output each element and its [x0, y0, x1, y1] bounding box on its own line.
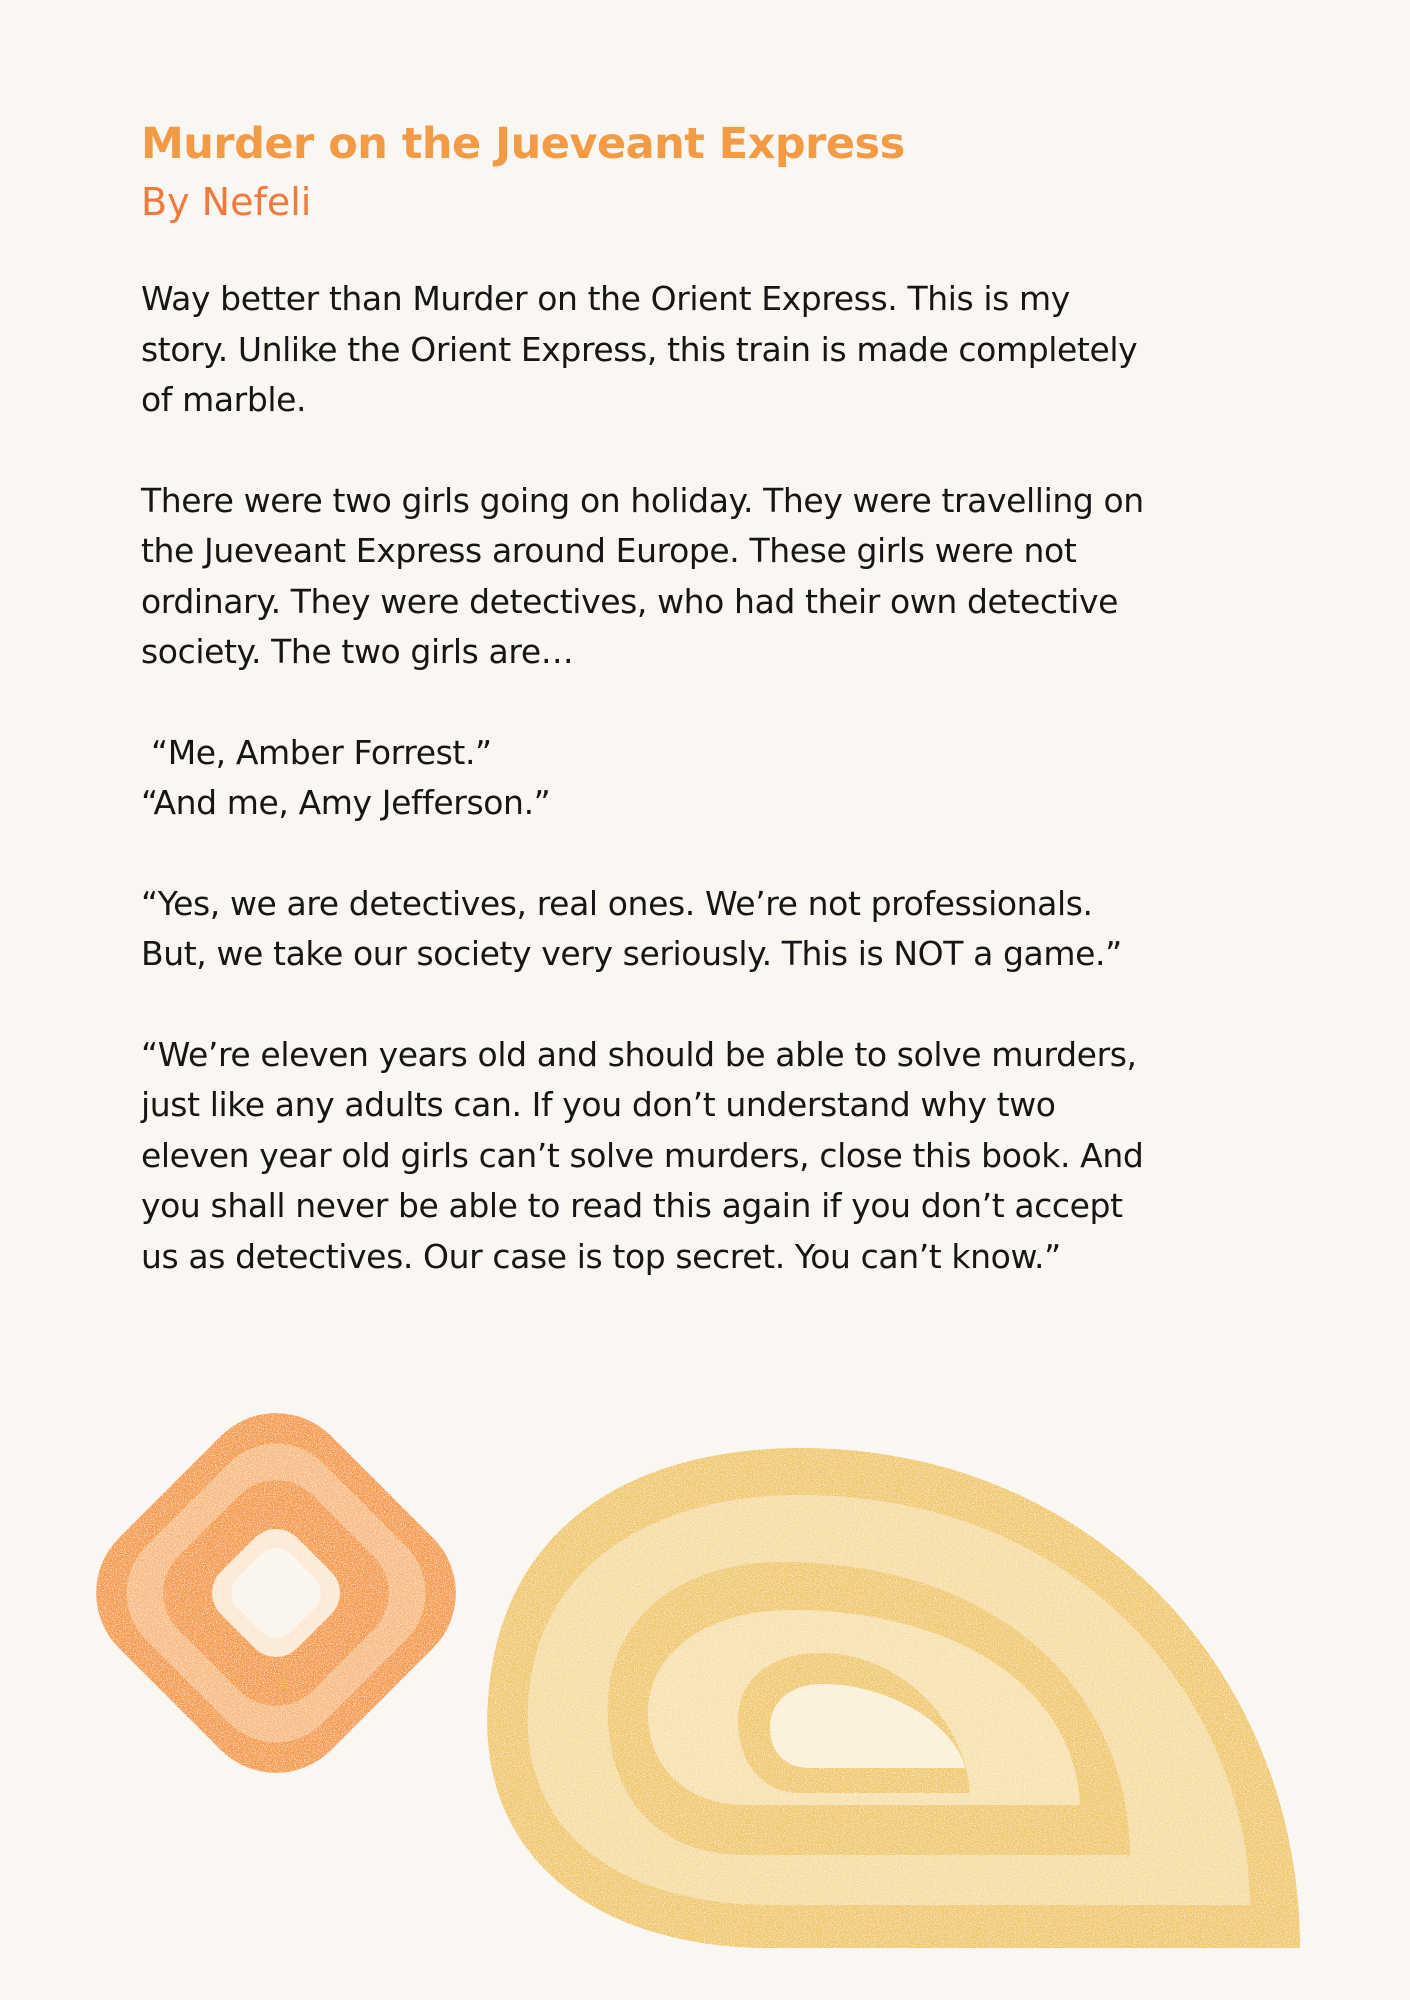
- story-paragraph: [141, 1030, 1301, 1283]
- dialogue-line: “And me, Amy Jefferson.”: [141, 783, 551, 822]
- text-line: “Yes, we are detectives, real ones. We’re not professionals.: [141, 883, 1093, 923]
- story-title: Murder on the Jueveant Express: [141, 119, 905, 169]
- story-paragraph: [141, 476, 1301, 678]
- text-line: just like any adults can. If you don’t understand why two: [141, 1085, 1056, 1124]
- text-line: story. Unlike the Orient Express, this train is made completely: [141, 329, 1138, 369]
- story-paragraph: [141, 879, 1301, 980]
- story-page: [141, 115, 1301, 1332]
- story-body: [141, 274, 1301, 1282]
- text-line: But, we take our society very seriously. This is NOT a game.”: [141, 934, 1122, 973]
- text-line: you shall never be able to read this again if you don’t accept: [141, 1186, 1123, 1225]
- text-line: There were two girls going on holiday. They were travelling on: [141, 480, 1144, 520]
- story-paragraph: [141, 274, 1301, 426]
- text-line: of marble.: [141, 380, 307, 419]
- text-line: society. The two girls are…: [141, 632, 574, 671]
- text-line: eleven year old girls can’t solve murders, close this book. And: [141, 1135, 1144, 1175]
- story-paragraph: [141, 728, 1301, 829]
- text-line: “We’re eleven years old and should be able to solve murders,: [141, 1034, 1137, 1074]
- text-line: us as detectives. Our case is top secret. You can’t know.”: [141, 1236, 1061, 1276]
- dialogue-line: “Me, Amber Forrest.”: [151, 732, 492, 772]
- rounded-diamond-shape: [64, 1381, 488, 1805]
- quarter-arch-shape: [487, 1448, 1300, 1948]
- text-line: the Jueveant Express around Europe. These girls were not: [141, 531, 1077, 570]
- text-line: Way better than Murder on the Orient Express. This is my: [141, 279, 1070, 318]
- text-line: ordinary. They were detectives, who had their own detective: [141, 581, 1118, 621]
- story-author: By Nefeli: [141, 180, 312, 224]
